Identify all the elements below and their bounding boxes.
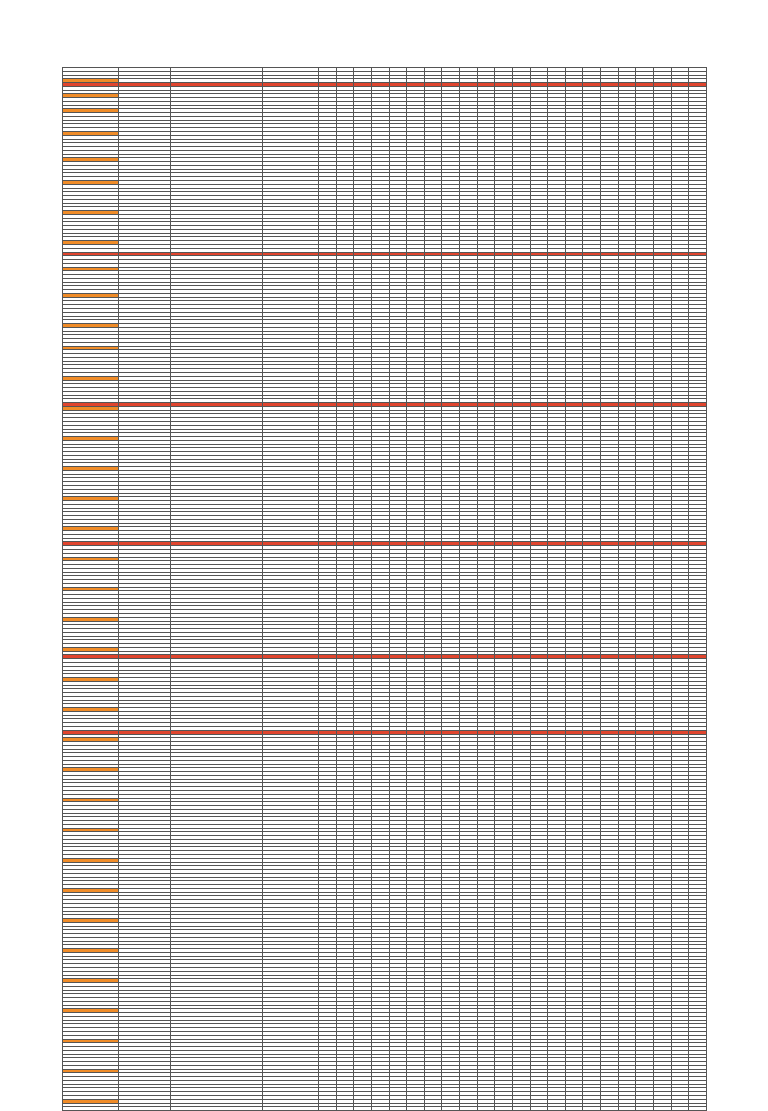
sheet-body	[63, 68, 707, 1111]
spreadsheet-grid	[62, 67, 707, 1111]
